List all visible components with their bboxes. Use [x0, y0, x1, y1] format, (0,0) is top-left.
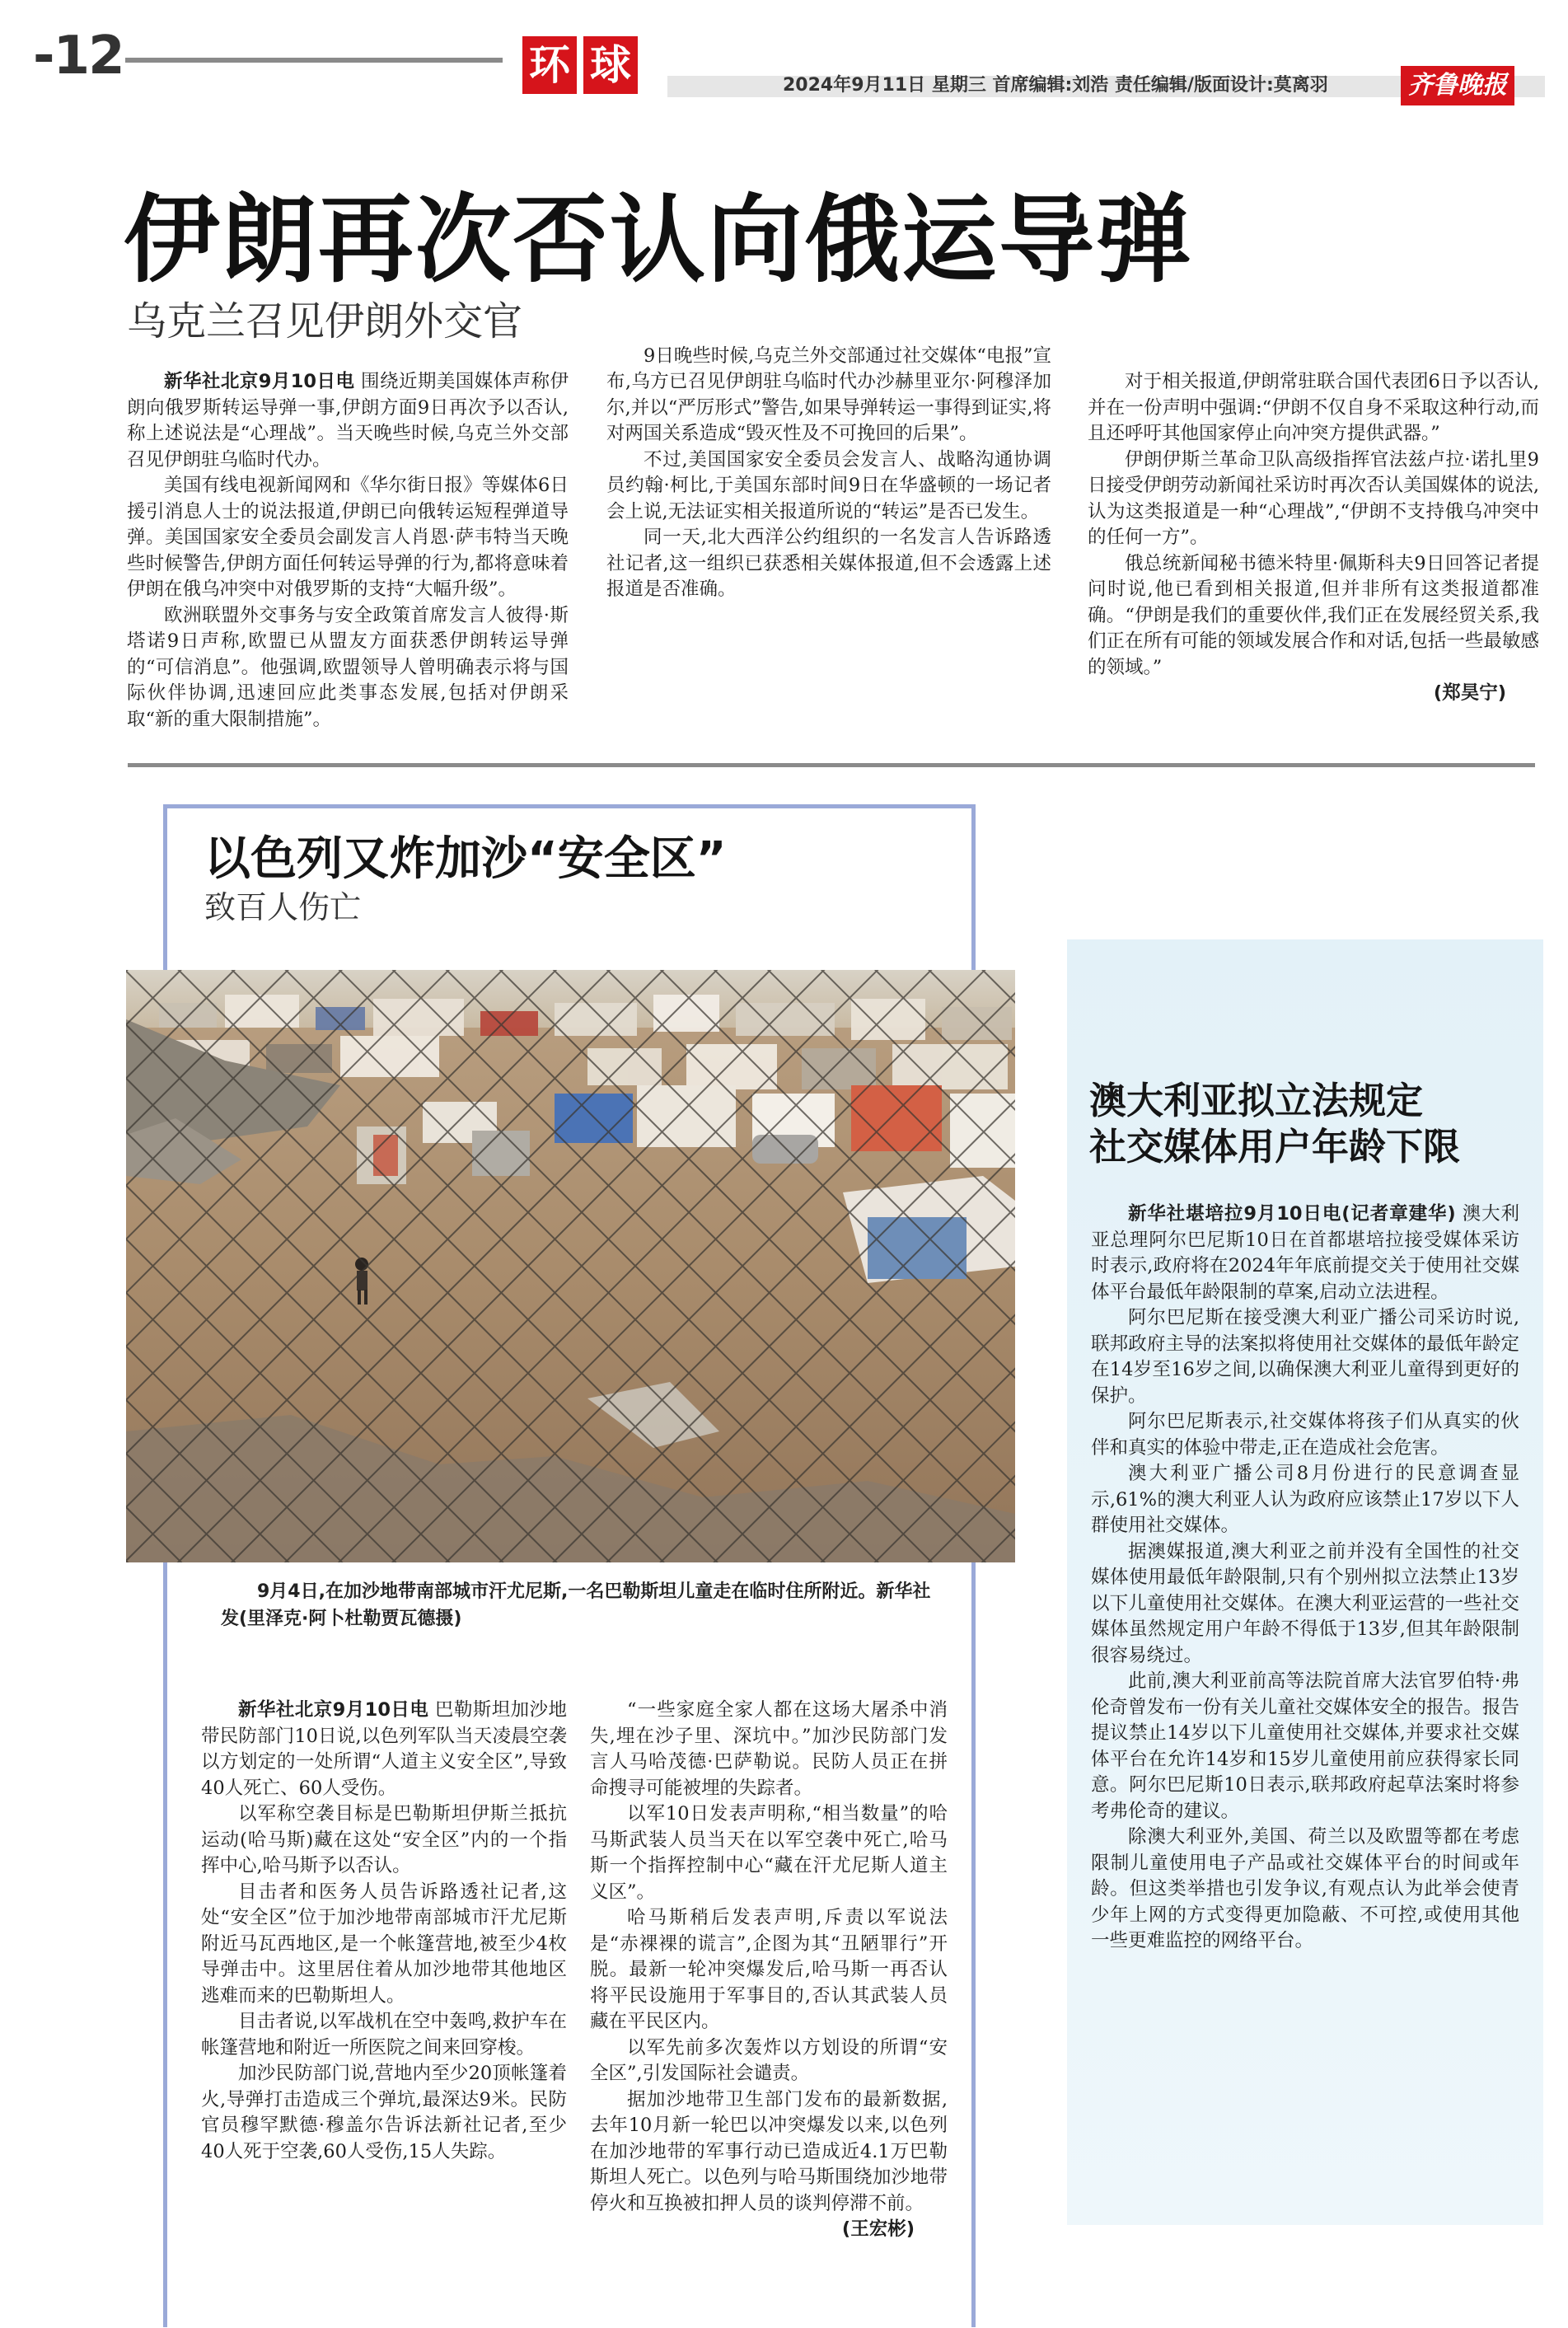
gaza-subheadline: 致百人伤亡	[204, 889, 362, 925]
gaza-paragraph: 以军10日发表声明称,“相当数量”的哈马斯武装人员当天在以军空袭中死亡,哈马斯一个指挥控制中心“藏在汗尤尼斯人道主义区”。	[590, 1803, 948, 1903]
gaza-article-column-2	[590, 1698, 948, 2243]
lead-paragraph: 新华社北京9月10日电 围绕近期美国媒体声称伊朗向俄罗斯转运导弹一事,伊朗方面9日再次予以否认,称上述说法是“心理战”。当天晚些时候,乌克兰外交部召见伊朗驻乌临时代办。	[127, 371, 569, 471]
gaza-paragraph: 目击者说,以军战机在空中轰鸣,救护车在帐篷营地和附近一所医院之间来回穿梭。	[201, 2011, 567, 2059]
australia-paragraph: 澳大利亚广播公司8月份进行的民意调查显示,61%的澳大利亚人认为政府应该禁止17岁以下人群使用社交媒体。	[1091, 1463, 1519, 1536]
gaza-paragraph: 加沙民防部门说,营地内至少20顶帐篷着火,导弹打击造成三个弹坑,最深达9米。民防官员穆罕默德·穆盖尔告诉法新社记者,至少40人死于空袭,60人受伤,15人失踪。	[201, 2063, 567, 2162]
lead-paragraph: 9日晚些时候,乌克兰外交部通过社交媒体“电报”宣布,乌方已召见伊朗驻乌临时代办沙赫里亚尔·阿穆泽加尔,并以“严厉形式”警告,如果导弹转运一事得到证实,将对两国关系造成“毁灭性及不可挽回的后果”。	[606, 344, 1051, 444]
lead-paragraph: 对于相关报道,伊朗常驻联合国代表团6日予以否认,并在一份声明中强调:“伊朗不仅自身不采取这种行动,而且还呼吁其他国家停止向冲突方提供武器。”	[1088, 371, 1539, 444]
lead-subheadline: 乌克兰召见伊朗外交官	[127, 298, 523, 344]
australia-paragraph: 除澳大利亚外,美国、荷兰以及欧盟等都在考虑限制儿童使用电子产品或社交媒体平台的时间或年龄。但这类举措也引发争议,有观点认为此举会使青少年上网的方式变得更加隐蔽、不可控,或使用其他一些更难监控的网络平台。	[1091, 1826, 1519, 1951]
lead-headline: 伊朗再次否认向俄运导弹	[124, 185, 1193, 296]
newspaper-logo: 齐鲁晚报	[1401, 66, 1514, 105]
australia-dateline: 新华社堪培拉9月10日电(记者章建华)	[1128, 1203, 1456, 1225]
gaza-dateline: 新华社北京9月10日电	[238, 1699, 429, 1721]
lead-paragraph: 伊朗伊斯兰革命卫队高级指挥官法兹卢拉·诺扎里9日接受伊朗劳动新闻社采访时再次否认美国媒体的说法,认为这类报道是一种“心理战”,“伊朗不支持俄乌冲突中的任何一方”。	[1088, 448, 1539, 548]
gaza-paragraph: 以军称空袭目标是巴勒斯坦伊斯兰抵抗运动(哈马斯)藏在这处“安全区”内的一个指挥中心,哈马斯予以否认。	[201, 1803, 567, 1876]
lead-article-column-1	[127, 369, 569, 733]
australia-article-column	[1091, 1201, 1519, 1955]
lead-paragraph: 同一天,北大西洋公约组织的一名发言人告诉路透社记者,这一组织已获悉相关媒体报道,但不会透露上述报道是否准确。	[606, 527, 1051, 600]
lead-dateline: 新华社北京9月10日电	[164, 371, 355, 392]
lead-article-column-2	[606, 344, 1051, 603]
lead-article-column-3	[1088, 369, 1539, 707]
australia-paragraph: 阿尔巴尼斯表示,社交媒体将孩子们从真实的伙伴和真实的体验中带走,正在造成社会危害。	[1091, 1411, 1519, 1459]
gaza-paragraph: 目击者和医务人员告诉路透社记者,这处“安全区”位于加沙地带南部城市汗尤尼斯附近马瓦西地区,是一个帐篷营地,被至少4枚导弹击中。这里居住着从加沙地带其他地区逃难而来的巴勒斯坦人。	[201, 1881, 567, 2007]
page-number: -12	[33, 26, 124, 87]
australia-headline	[1089, 1078, 1534, 1170]
gaza-paragraph: 新华社北京9月10日电 巴勒斯坦加沙地带民防部门10日说,以色列军队当天凌晨空袭以方划定的一处所谓“人道主义安全区”,导致40人死亡、60人受伤。	[201, 1699, 567, 1799]
australia-headline-line1: 澳大利亚拟立法规定	[1089, 1079, 1424, 1122]
masthead-rule	[125, 58, 503, 63]
australia-paragraph: 据澳媒报道,澳大利亚之前并没有全国性的社交媒体使用最低年龄限制,只有个别州拟立法禁止13岁以下儿童使用社交媒体。在澳大利亚运营的一些社交媒体虽然规定用户年龄不得低于13岁,但其年龄限制很容易绕过。	[1091, 1540, 1519, 1666]
lead-paragraph: 欧洲联盟外交事务与安全政策首席发言人彼得·斯塔诺9日声称,欧盟已从盟友方面获悉伊朗转运导弹的“可信消息”。他强调,欧盟领导人曾明确表示将与国际伙伴协调,迅速回应此类事态发展,包括对伊朗采取“新的重大限制措施”。	[127, 604, 569, 730]
gaza-article-column-1	[201, 1698, 567, 2165]
australia-paragraph: 此前,澳大利亚前高等法院首席大法官罗伯特·弗伦奇曾发布一份有关儿童社交媒体安全的报告。报告提议禁止14岁以下儿童使用社交媒体,并要求社交媒体平台在允许14岁和15岁儿童使用前应获得家长同意。阿尔巴尼斯10日表示,联邦政府起草法案时将参考弗伦奇的建议。	[1091, 1670, 1519, 1822]
section-divider	[128, 763, 1535, 767]
australia-paragraph: 新华社堪培拉9月10日电(记者章建华) 澳大利亚总理阿尔巴尼斯10日在首都堪培拉接受媒体采访时表示,政府将在2024年年底前提交关于使用社交媒体平台最低年龄限制的草案,启动立法进程。	[1091, 1203, 1519, 1303]
gaza-byline: (王宏彬)	[841, 2218, 915, 2240]
australia-paragraph: 阿尔巴尼斯在接受澳大利亚广播公司采访时说,联邦政府主导的法案拟将使用社交媒体的最低年龄定在14岁至16岁之间,以确保澳大利亚儿童得到更好的保护。	[1091, 1307, 1519, 1407]
masthead-info: 2024年9月11日 星期三 首席编辑:刘浩 责任编辑/版面设计:莫离羽	[783, 75, 1328, 96]
gaza-paragraph: 以军先前多次轰炸以方划设的所谓“安全区”,引发国际社会谴责。	[590, 2036, 948, 2084]
gaza-news-photo	[126, 970, 1015, 1562]
lead-byline: (郑昊宁)	[1433, 682, 1506, 704]
gaza-paragraph: 据加沙地带卫生部门发布的最新数据,去年10月新一轮巴以冲突爆发以来,以色列在加沙地带的军事行动已造成近4.1万巴勒斯坦人死亡。以色列与哈马斯围绕加沙地带停火和互换被扣押人员的谈判停滞不前。	[590, 2088, 948, 2214]
australia-headline-line2: 社交媒体用户年龄下限	[1089, 1125, 1461, 1169]
photo-caption: 9月4日,在加沙地带南部城市汗尤尼斯,一名巴勒斯坦儿童走在临时住所附近。新华社发(里泽克·阿卜杜勒贾瓦德摄)	[221, 1581, 931, 1629]
lead-paragraph: 不过,美国国家安全委员会发言人、战略沟通协调员约翰·柯比,于美国东部时间9日在华盛顿的一场记者会上说,无法证实相关报道所说的“转运”是否已发生。	[606, 448, 1051, 522]
lead-paragraph: 美国有线电视新闻网和《华尔街日报》等媒体6日援引消息人士的说法报道,伊朗已向俄转运短程弹道导弹。美国国家安全委员会副发言人肖恩·萨韦特当天晚些时候警告,伊朗方面任何转运导弹的行为,都将意味着伊朗在俄乌冲突中对俄罗斯的支持“大幅升级”。	[127, 475, 569, 600]
gaza-paragraph: 哈马斯稍后发表声明,斥责以军说法是“赤裸裸的谎言”,企图为其“丑陋罪行”开脱。最新一轮冲突爆发后,哈马斯一再否认将平民设施用于军事目的,否认其武装人员藏在平民区内。	[590, 1907, 948, 2032]
section-badge-char1: 环	[522, 36, 577, 94]
section-badge-char2: 球	[583, 36, 638, 94]
gaza-headline: 以色列又炸加沙“安全区”	[204, 832, 727, 886]
lead-paragraph: 俄总统新闻秘书德米特里·佩斯科夫9日回答记者提问时说,他已看到相关报道,但并非所有这类报道都准确。“伊朗是我们的重要伙伴,我们正在发展经贸关系,我们正在所有可能的领域发展合作和对话,包括一些最敏感的领域。”	[1088, 552, 1539, 678]
gaza-paragraph: “一些家庭全家人都在这场大屠杀中消失,埋在沙子里、深坑中。”加沙民防部门发言人马哈茂德·巴萨勒说。民防人员正在拼命搜寻可能被埋的失踪者。	[590, 1699, 948, 1799]
